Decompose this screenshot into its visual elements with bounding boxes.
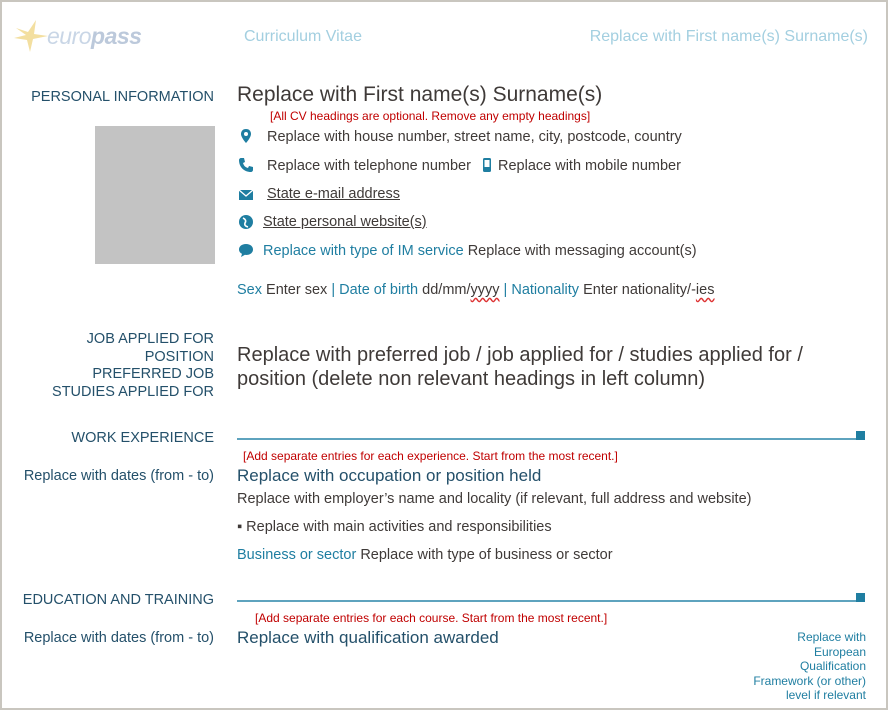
- nationality-value: Enter nationality/-ies: [583, 282, 715, 298]
- education-note: [Add separate entries for each course. Start from the most recent.]: [255, 611, 608, 625]
- optional-note: [All CV headings are optional. Remove any empty headings]: [270, 109, 591, 123]
- sex-value: Enter sex: [266, 282, 328, 298]
- education-heading: EDUCATION AND TRAINING: [22, 592, 214, 608]
- separator: |: [503, 282, 508, 298]
- education-dates: Replace with dates (from - to): [23, 630, 214, 646]
- sector-line: [237, 547, 613, 563]
- work-experience-heading: WORK EXPERIENCE: [71, 430, 214, 446]
- sector-value: Replace with type of business or sector: [360, 547, 613, 563]
- personal-info-heading: PERSONAL INFORMATION: [31, 89, 214, 105]
- mobile: Replace with mobile number: [498, 158, 681, 174]
- sector-label: Business or sector: [237, 547, 357, 563]
- work-dates: Replace with dates (from - to): [23, 468, 214, 484]
- job-applied-text: Replace with preferred job / job applied for / studies applied for / position (delete non relevant headings in left column): [237, 344, 803, 390]
- education-section-rule: [237, 600, 857, 602]
- im-account: Replace with messaging account(s): [467, 243, 697, 259]
- dob-value: dd/mm/yyyy: [422, 282, 500, 298]
- full-name: Replace with First name(s) Surname(s): [237, 83, 603, 106]
- occupation: Replace with occupation or position held: [237, 466, 542, 485]
- address: Replace with house number, street name, city, postcode, country: [267, 129, 682, 145]
- work-section-marker: [856, 431, 865, 440]
- map-pin-icon: [238, 128, 254, 144]
- sex-label: Sex: [237, 282, 262, 298]
- work-note: [Add separate entries for each experience. Start from the most recent.]: [243, 449, 618, 463]
- im-line: [263, 243, 697, 259]
- sex-dob-nationality: [237, 282, 714, 298]
- nationality-label: Nationality: [511, 282, 580, 298]
- education-section-marker: [856, 593, 865, 602]
- logo-text: europass: [47, 23, 142, 49]
- header-name: Replace with First name(s) Surname(s): [589, 28, 868, 45]
- telephone: Replace with telephone number: [267, 158, 471, 174]
- dob-label: Date of birth: [339, 282, 419, 298]
- employer: Replace with employer’s name and locality (if relevant, full address and website): [237, 491, 752, 507]
- envelope-icon: [238, 187, 254, 203]
- work-section-rule: [237, 438, 857, 440]
- mobile-icon: [479, 157, 495, 173]
- star-figure-icon: [10, 16, 52, 54]
- eqf-level: Replace with European Qualification Framework (or other) level if relevant: [753, 630, 866, 702]
- email[interactable]: State e-mail address: [267, 186, 400, 202]
- doc-title: Curriculum Vitae: [244, 28, 362, 45]
- qualification: Replace with qualification awarded: [237, 628, 499, 647]
- web-icon: [238, 214, 254, 230]
- website[interactable]: State personal website(s): [263, 214, 427, 230]
- photo-placeholder: [95, 126, 215, 264]
- activities: ▪ Replace with main activities and responsibilities: [237, 519, 552, 535]
- chat-icon: [238, 242, 254, 258]
- phone-icon: [238, 157, 254, 173]
- job-heading: JOB APPLIED FOR POSITION PREFERRED JOB STUDIES APPLIED FOR: [52, 331, 214, 400]
- im-service: Replace with type of IM service: [263, 243, 464, 259]
- separator: |: [331, 282, 336, 298]
- europass-logo: [10, 16, 140, 56]
